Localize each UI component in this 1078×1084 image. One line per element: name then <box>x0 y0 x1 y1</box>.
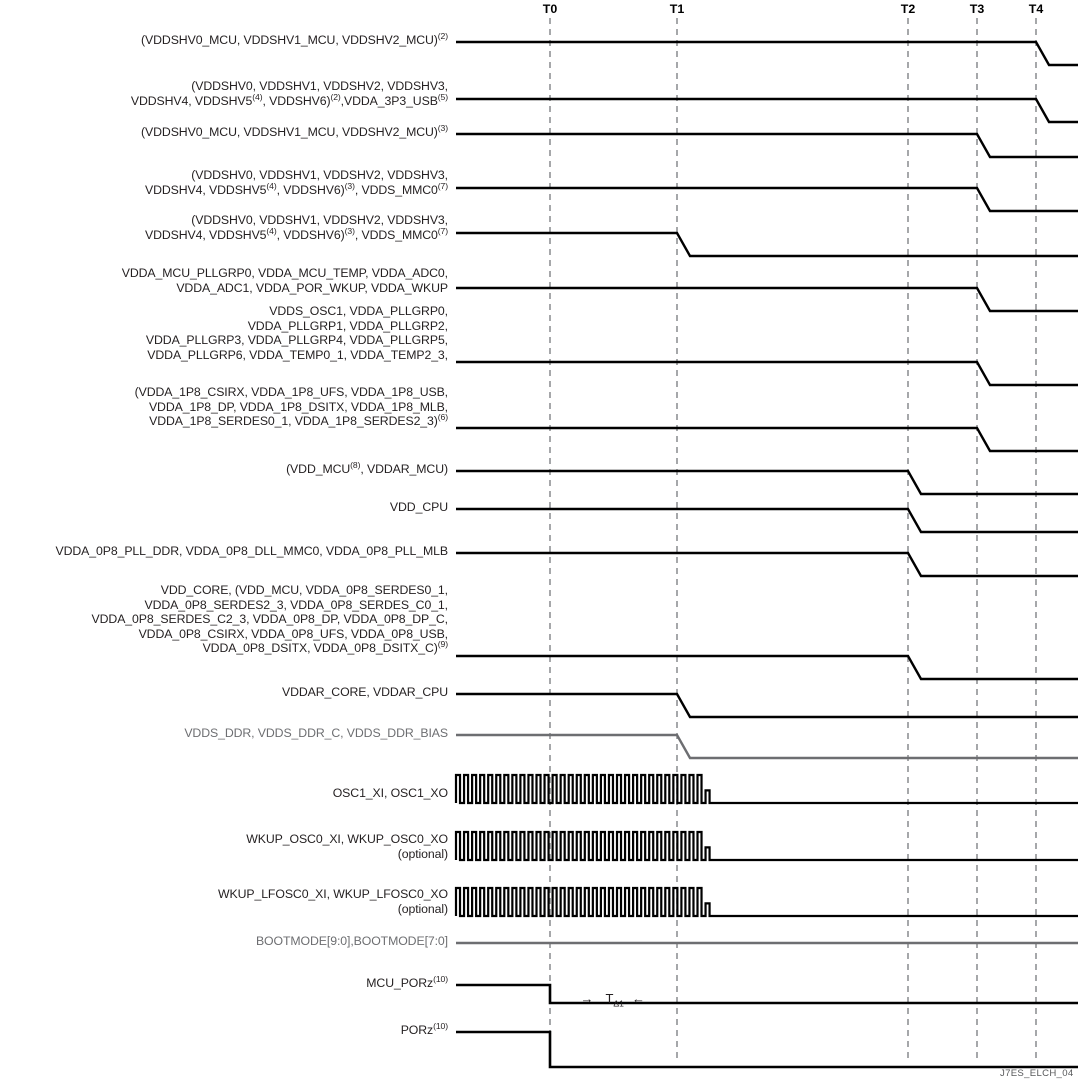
t-delta1-annotation <box>566 976 645 1021</box>
delta-label-base: T <box>605 991 614 1006</box>
signal-label-vddshv-group-3-mmc0-a: (VDDSHV0, VDDSHV1, VDDSHV2, VDDSHV3, VDDSHV4, VDDSHV5$^{(4)}$, VDDSHV6)$^{(3)}$, VDDS_MMC0$^{(7)}$ <box>145 168 448 197</box>
signal-label-vdda-1p8-group: (VDDA_1P8_CSIRX, VDDA_1P8_UFS, VDDA_1P8_USB, VDDA_1P8_DP, VDDA_1P8_DSITX, VDDA_1P8_MLB, VDDA_1P8_SERDES0_1, VDDA_1P8_SERDES2_3)$^{(6)}$ <box>134 385 448 429</box>
time-marker-label-t2: T2 <box>900 2 916 16</box>
waveform-path-wkup-osc0 <box>456 832 1078 860</box>
waveform-path-mcu-porz <box>456 985 1078 1003</box>
signal-label-osc1: OSC1_XI, OSC1_XO <box>332 786 448 800</box>
signal-label-mcu-porz: MCU_PORz$^{(10)}$ <box>366 973 448 990</box>
waveform-path-wkup-lfosc0 <box>456 888 1078 916</box>
waveform-mcu-porz <box>456 985 1078 1003</box>
signal-label-wkup-lfosc0: WKUP_LFOSC0_XI, WKUP_LFOSC0_XO (optional) <box>217 887 448 916</box>
time-marker-label-t3: T3 <box>969 2 985 16</box>
waveform-wkup-lfosc0 <box>456 888 1078 916</box>
signal-label-porz: PORz$^{(10)}$ <box>400 1020 448 1037</box>
waveform-osc1 <box>456 775 1078 803</box>
signal-label-vddshv-group-3-mmc0-b: (VDDSHV0, VDDSHV1, VDDSHV2, VDDSHV3, VDDSHV4, VDDSHV5$^{(4)}$, VDDSHV6)$^{(3)}$, VDDS_MMC0$^{(7)}$ <box>145 213 448 242</box>
signal-label-vddshv-mcu-2: (VDDSHV0_MCU, VDDSHV1_MCU, VDDSHV2_MCU)$^{(2)}$ <box>141 30 448 47</box>
waveform-path-porz <box>456 1032 1078 1067</box>
signal-label-vdd-core-group: VDD_CORE, (VDD_MCU, VDDA_0P8_SERDES0_1, VDDA_0P8_SERDES2_3, VDDA_0P8_SERDES_C0_1, VDDA_0P8_SERDES_C2_3, VDDA_0P8_DP, VDDA_0P8_DP_C, VDDA_0P8_CSIRX, VDDA_0P8_UFS, VDDA_0P8_USB, VDDA_0P8_DSITX, VDDA_0P8_DSITX_C)$^{(9)}$ <box>91 583 448 656</box>
signal-label-vdda-mcu-pllgrp0: VDDA_MCU_PLLGRP0, VDDA_MCU_TEMP, VDDA_ADC0, VDDA_ADC1, VDDA_POR_WKUP, VDDA_WKUP <box>121 266 448 295</box>
signal-label-vddshv-mcu-3: (VDDSHV0_MCU, VDDSHV1_MCU, VDDSHV2_MCU)$^{(3)}$ <box>141 122 448 139</box>
waveform-porz <box>456 1032 1078 1067</box>
signal-label-vdd-cpu: VDD_CPU <box>389 500 448 514</box>
signal-label-vdd-mcu-vddar-mcu: (VDD_MCU$^{(8)}$, VDDAR_MCU) <box>286 459 448 476</box>
figure-id-label: J7ES_ELCH_04 <box>1000 1068 1074 1079</box>
signal-label-wkup-osc0: WKUP_OSC0_XI, WKUP_OSC0_XO (optional) <box>246 832 448 861</box>
signal-label-vdds-ddr: VDDS_DDR, VDDS_DDR_C, VDDS_DDR_BIAS <box>184 726 448 740</box>
delta-arrow-right-icon: → <box>580 991 594 1006</box>
signal-label-vdds-osc1-pllgrp: VDDS_OSC1, VDDA_PLLGRP0, VDDA_PLLGRP1, VDDA_PLLGRP2, VDDA_PLLGRP3, VDDA_PLLGRP4, VDDA_PLLGRP5, VDDA_PLLGRP6, VDDA_TEMP0_1, VDDA_TEMP2_3, <box>145 304 448 362</box>
waveform-wkup-osc0 <box>456 832 1078 860</box>
signal-label-vddar-core-cpu: VDDAR_CORE, VDDAR_CPU <box>282 685 448 699</box>
delta-arrow-left-icon: ← <box>631 991 645 1006</box>
waveform-path-osc1 <box>456 775 1078 803</box>
signal-label-vddshv-group-2-usb: (VDDSHV0, VDDSHV1, VDDSHV2, VDDSHV3, VDDSHV4, VDDSHV5$^{(4)}$, VDDSHV6)$^{(2)}$,VDDA_3P3_USB$^{(5)}$ <box>130 79 448 108</box>
delta-label-sub: Δ1 <box>613 998 624 1009</box>
signal-label-vdda-0p8-pll-ddr: VDDA_0P8_PLL_DDR, VDDA_0P8_DLL_MMC0, VDDA_0P8_PLL_MLB <box>55 544 448 558</box>
time-marker-label-t0: T0 <box>542 2 558 16</box>
time-marker-label-t1: T1 <box>669 2 685 16</box>
time-marker-label-t4: T4 <box>1028 2 1044 16</box>
signal-label-bootmode: BOOTMODE[9:0],BOOTMODE[7:0] <box>255 934 448 948</box>
